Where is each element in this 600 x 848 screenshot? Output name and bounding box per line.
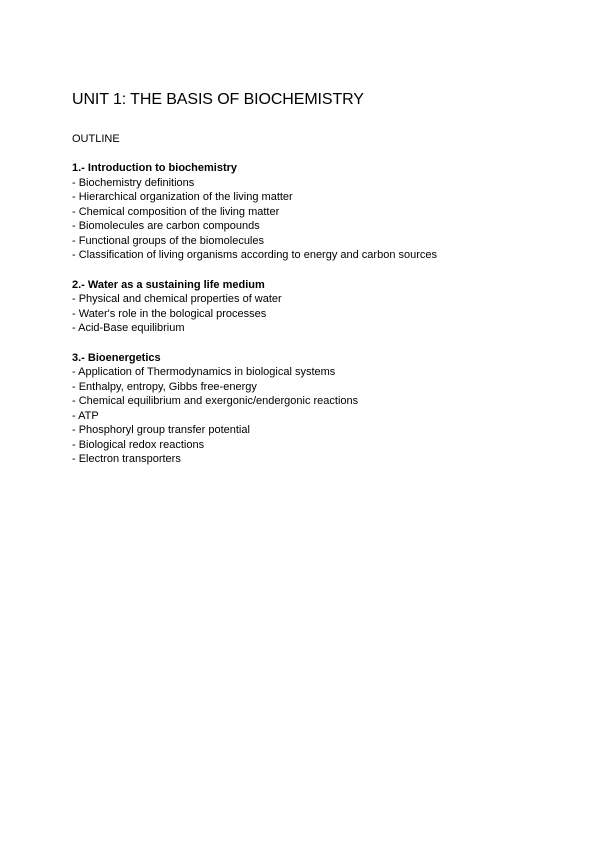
section-heading: 2.- Water as a sustaining life medium <box>72 278 265 291</box>
section-item-list <box>72 176 542 263</box>
list-item: - Application of Thermodynamics in biological systems <box>72 366 336 378</box>
outline-label: OUTLINE <box>72 133 120 145</box>
section-introduction <box>72 161 542 263</box>
list-item: - Hierarchical organization of the living matter <box>72 191 293 203</box>
document-content <box>72 90 542 467</box>
list-item: - Water's role in the bological processes <box>72 307 267 320</box>
section-heading: 1.- Introduction to biochemistry <box>72 162 238 174</box>
list-item: - Biochemistry definitions <box>72 176 195 189</box>
list-item: - Phosphoryl group transfer potential <box>72 424 250 436</box>
list-item: - Classification of living organisms according to energy and carbon sources <box>72 249 438 261</box>
section-bioenergetics <box>72 351 542 467</box>
section-water <box>72 278 542 336</box>
list-item: - ATP <box>72 409 99 422</box>
list-item: - Chemical composition of the living matter <box>72 205 280 218</box>
list-item: - Biomolecules are carbon compounds <box>72 220 260 232</box>
section-heading: 3.- Bioenergetics <box>72 351 161 364</box>
list-item: - Functional groups of the biomolecules <box>72 234 264 247</box>
list-item: - Physical and chemical properties of water <box>72 293 282 305</box>
list-item: - Enthalpy, entropy, Gibbs free-energy <box>72 380 257 393</box>
list-item: - Biological redox reactions <box>72 438 205 451</box>
list-item: - Electron transporters <box>72 453 181 465</box>
list-item: - Acid-Base equilibrium <box>72 322 185 334</box>
page-title: UNIT 1: THE BASIS OF BIOCHEMISTRY <box>72 91 364 108</box>
section-item-list <box>72 365 542 467</box>
list-item: - Chemical equilibrium and exergonic/endergonic reactions <box>72 395 359 407</box>
section-item-list <box>72 292 542 336</box>
